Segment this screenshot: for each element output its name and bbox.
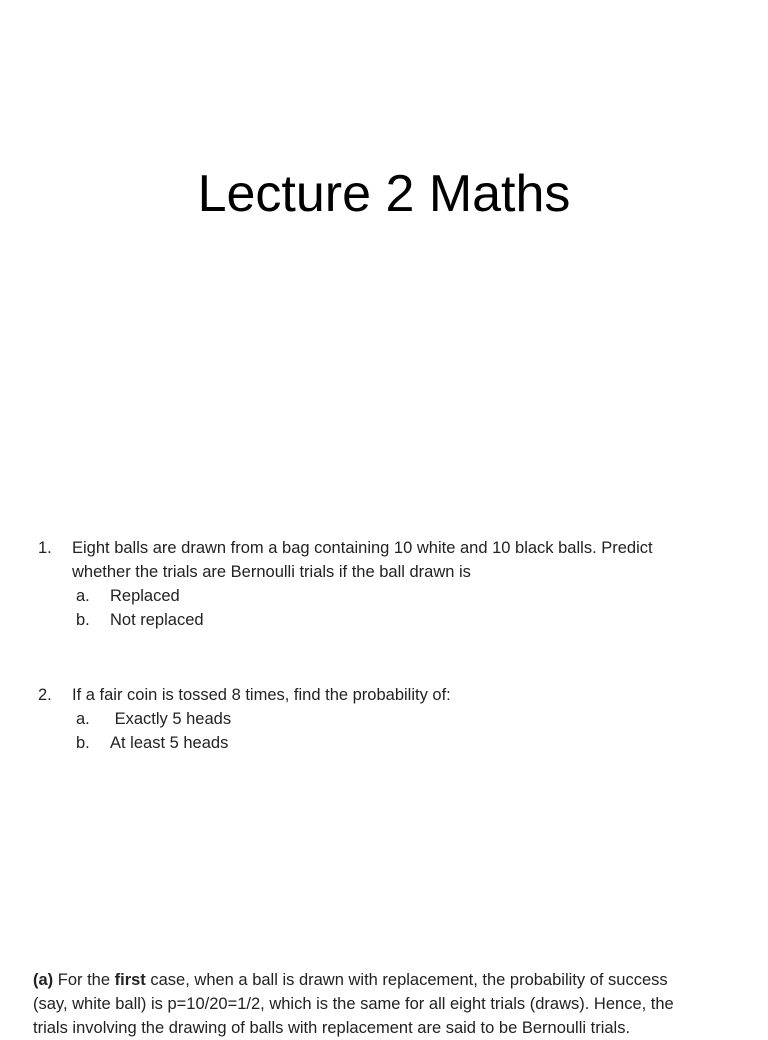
option-item <box>38 608 728 632</box>
question-2-stem <box>38 683 728 707</box>
question-1-stem <box>38 536 728 584</box>
answer-bold-word: first <box>114 971 146 989</box>
question-text-line: If a fair coin is tossed 8 times, find the probability of: <box>72 686 451 704</box>
answer-paragraph <box>33 968 733 1040</box>
question-1 <box>38 536 728 632</box>
question-text-line: Eight balls are drawn from a bag containing 10 white and 10 black balls. Predict <box>72 539 653 557</box>
question-2 <box>38 683 728 755</box>
answer-line <box>33 968 733 992</box>
option-text: Replaced <box>110 587 180 605</box>
option-letter: a. <box>76 587 90 605</box>
answer-text: For the <box>53 971 115 989</box>
option-text: At least 5 heads <box>110 734 229 752</box>
answer-label: (a) <box>33 971 54 989</box>
page-title: Lecture 2 Maths <box>197 165 571 223</box>
option-text: Not replaced <box>110 611 204 629</box>
question-number: 1. <box>38 539 52 557</box>
question-text-line: whether the trials are Bernoulli trials if the ball drawn is <box>72 563 471 581</box>
option-item <box>38 584 728 608</box>
option-item <box>38 731 728 755</box>
option-letter: b. <box>76 611 90 629</box>
question-number: 2. <box>38 686 52 704</box>
answer-line: (say, white ball) is p=10/20=1/2, which is the same for all eight trials (draws). Hence, the <box>33 995 674 1013</box>
option-item <box>38 707 728 731</box>
option-letter: a. <box>76 710 90 728</box>
option-letter: b. <box>76 734 90 752</box>
option-text: Exactly 5 heads <box>110 710 232 728</box>
answer-text: case, when a ball is drawn with replacement, the probability of success <box>145 971 668 989</box>
answer-line: trials involving the drawing of balls with replacement are said to be Bernoulli trials. <box>33 1019 631 1037</box>
